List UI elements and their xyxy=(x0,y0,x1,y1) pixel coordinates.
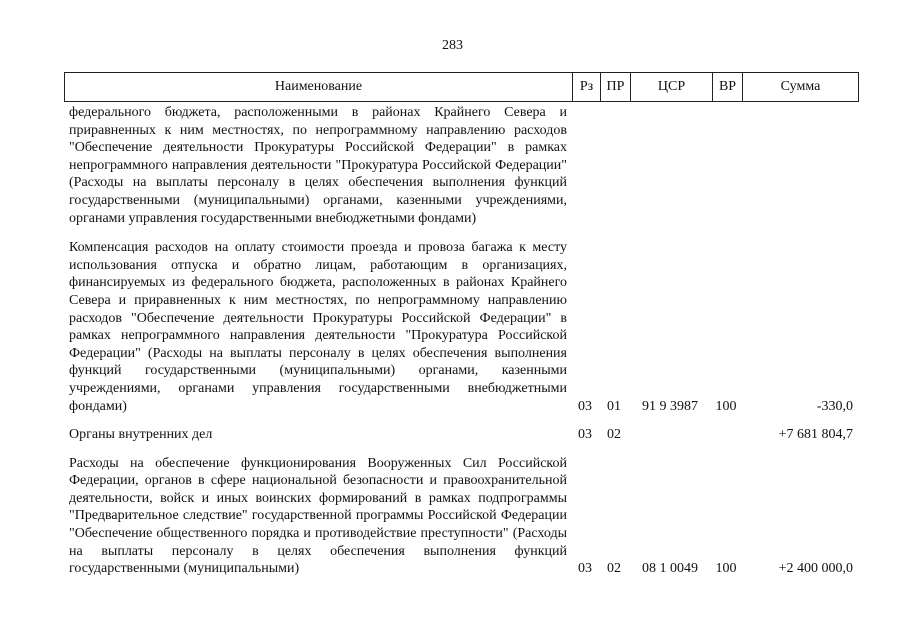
page-number: 283 xyxy=(442,38,463,53)
row-sum: +7 681 804,7 xyxy=(778,427,853,443)
row-sum: -330,0 xyxy=(816,398,853,414)
row-vr: 100 xyxy=(715,398,737,414)
row-pr: 02 xyxy=(607,427,621,443)
header-name: Наименование xyxy=(274,79,363,94)
table-body xyxy=(64,104,859,578)
row-name: Расходы на обеспечение функционирования Вооруженных Сил Российской Федерации, органов в сфере национальной безопасности и правоохранительной деятельности, войск и иных воинских формирований в рамках подпрограммы "Предварительное следствие" государственной программы Российской Федерации "Обеспечение общественного порядка и противодействие преступности" (Расходы на выплаты персоналу в целях обеспечения выполнения функций государственными (муниципальными) xyxy=(69,455,567,577)
table-row xyxy=(64,239,859,415)
row-pr: 02 xyxy=(607,561,621,577)
table-row xyxy=(64,455,859,578)
table-row xyxy=(64,104,859,227)
row-name: федерального бюджета, расположенными в районах Крайнего Севера и приравненных к ним местностях, по непрограммному направлению расходов "Обеспечение деятельности Прокуратуры Российской Федерации" в рамках непрограммного направления деятельности "Прокуратура Российской Федерации" (Расходы на выплаты персоналу в целях обеспечения выполнения функций государственными (муниципальными) органами, казенными учреждениями, органами управления государственными внебюджетными фондами) xyxy=(69,105,567,226)
header-vr: ВР xyxy=(712,73,742,101)
row-sum: +2 400 000,0 xyxy=(778,561,853,577)
header-pr: ПР xyxy=(600,73,630,101)
table-header xyxy=(64,72,859,102)
row-csr: 08 1 0049 xyxy=(642,561,698,577)
row-pr: 01 xyxy=(607,398,621,414)
row-rz: 03 xyxy=(578,427,592,443)
header-rz: Рз xyxy=(572,73,600,101)
row-csr: 91 9 3987 xyxy=(642,398,698,414)
row-name: Компенсация расходов на оплату стоимости проезда и провоза багажа к месту использования отпуска и обратно лицам, работающим в организациях, финансируемых из федерального бюджета, расположенных в районах Крайнего Севера и приравненных к ним местностях, по непрограммному направлению расходов "Обеспечение деятельности Прокуратуры Российской Федерации" в рамках непрограммного направления деятельности "Прокуратура Российской Федерации" (Расходы на выплаты персоналу в целях обеспечения выполнения функций государственными (муниципальными) органами, казенными учреждениями, органами управления государственными внебюджетными фондами) xyxy=(69,240,567,414)
header-sum: Сумма xyxy=(742,73,858,101)
table-row xyxy=(64,426,859,444)
row-vr: 100 xyxy=(715,561,737,577)
row-name: Органы внутренних дел xyxy=(69,427,213,443)
row-rz: 03 xyxy=(578,398,592,414)
header-csr: ЦСР xyxy=(630,73,712,101)
budget-table xyxy=(64,72,859,578)
row-rz: 03 xyxy=(578,561,592,577)
